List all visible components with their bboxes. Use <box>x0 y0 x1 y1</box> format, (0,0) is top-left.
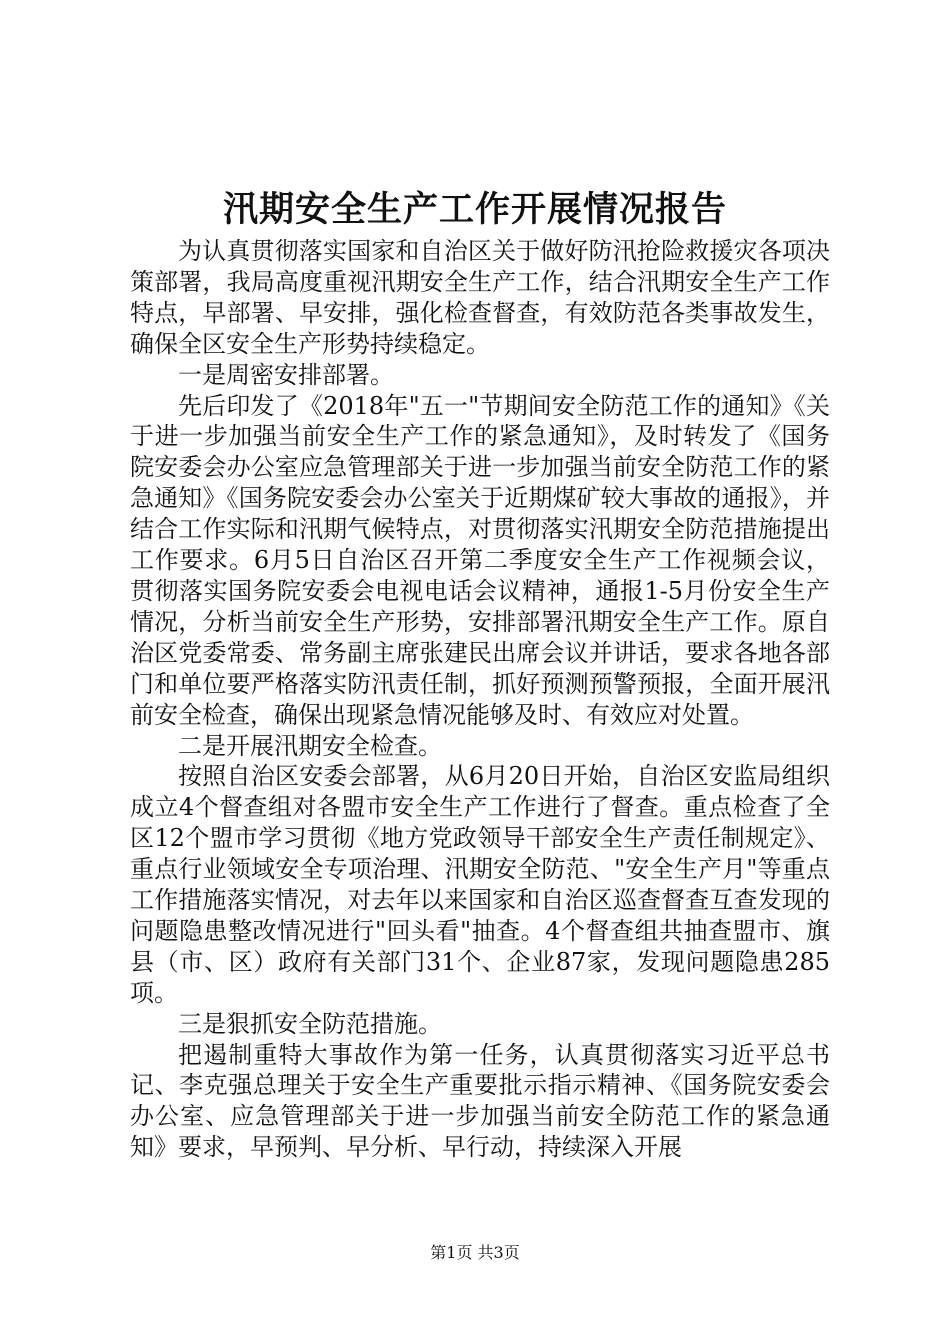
document-body <box>130 236 830 1163</box>
section-heading-1: 一是周密安排部署。 <box>178 360 394 389</box>
paragraph-section-2: 按照自治区安委会部署，从6月20日开始，自治区安监局组织成立4个督查组对各盟市安全生产工作进行了督查。重点检查了全区12个盟市学习贯彻《地方党政领导干部安全生产责任制规定》、重点行业领域安全专项治理、汛期安全防范、"安全生产月"等重点工作措施落实情况，对去年以来国家和自治区巡查督查互查发现的问题隐患整改情况进行"回头看"抽查。4个督查组共抽查盟市、旗县（市、区）政府有关部门31个、企业87家，发现问题隐患285项。 <box>130 762 830 1007</box>
page-footer: 第1页 共3页 <box>430 1243 520 1262</box>
paragraph-section-1: 先后印发了《2018年"五一"节期间安全防范工作的通知》《关于进一步加强当前安全生产工作的紧急通知》，及时转发了《国务院安委会办公室应急管理部关于进一步加强当前安全防范工作的紧急通知》《国务院安委会办公室关于近期煤矿较大事故的通报》，并结合工作实际和汛期气候特点，对贯彻落实汛期安全防范措施提出工作要求。6月5日自治区召开第二季度安全生产工作视频会议，贯彻落实国务院安委会电视电话会议精神，通报1-5月份安全生产情况，分析当前安全生产形势，安排部署汛期安全生产工作。原自治区党委常委、常务副主席张建民出席会议并讲话，要求各地各部门和单位要严格落实防汛责任制，抓好预测预警预报，全面开展汛前安全检查，确保出现紧急情况能够及时、有效应对处置。 <box>130 391 830 729</box>
section-heading-2: 二是开展汛期安全检查。 <box>178 731 442 760</box>
section-heading-3: 三是狠抓安全防范措施。 <box>178 1009 442 1038</box>
paragraph-section-3: 把遏制重特大事故作为第一任务，认真贯彻落实习近平总书记、李克强总理关于安全生产重要批示指示精神、《国务院安委会办公室、应急管理部关于进一步加强当前安全防范工作的紧急通知》要求，早预判、早分析、早行动，持续深入开展 <box>130 1040 830 1162</box>
document-title: 汛期安全生产工作开展情况报告 <box>222 189 727 230</box>
paragraph-intro: 为认真贯彻落实国家和自治区关于做好防汛抢险救援灾各项决策部署，我局高度重视汛期安全生产工作，结合汛期安全生产工作特点，早部署、早安排，强化检查督查，有效防范各类事故发生，确保全区安全生产形势持续稳定。 <box>130 237 830 358</box>
